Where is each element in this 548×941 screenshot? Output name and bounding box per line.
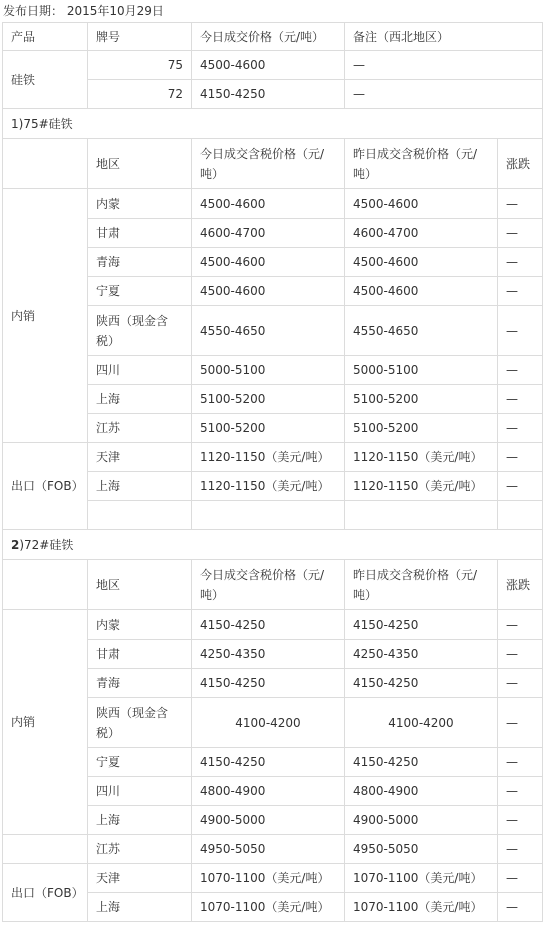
change-cell: — (498, 698, 543, 748)
header-yesterday: 昨日成交含税价格（元/吨） (345, 560, 498, 610)
yesterday-price-cell: 4250-4350 (345, 640, 498, 669)
today-price-cell: 5100-5200 (192, 414, 345, 443)
yesterday-price-cell: 5000-5100 (345, 356, 498, 385)
today-price-cell: 4500-4600 (192, 248, 345, 277)
yesterday-price-cell: 4600-4700 (345, 219, 498, 248)
section-title-number: 2 (11, 537, 20, 552)
section-title: 1)75#硅铁 (3, 109, 543, 139)
change-cell: — (498, 777, 543, 806)
yesterday-price-cell: 4900-5000 (345, 806, 498, 835)
header-region: 地区 (88, 560, 192, 610)
yesterday-price-cell: 4950-5050 (345, 835, 498, 864)
section-header-row (3, 560, 543, 610)
region-cell: 江苏 (88, 835, 192, 864)
yesterday-price-cell: 4550-4650 (345, 306, 498, 356)
region-cell: 四川 (88, 356, 192, 385)
region-cell: 青海 (88, 669, 192, 698)
today-price-cell: 4100-4200 (192, 698, 345, 748)
today-price-cell: 4800-4900 (192, 777, 345, 806)
today-price-cell: 4900-5000 (192, 806, 345, 835)
yesterday-price-cell: 4500-4600 (345, 189, 498, 219)
product-name: 硅铁 (3, 51, 88, 109)
change-cell: — (498, 219, 543, 248)
region-cell: 上海 (88, 385, 192, 414)
table1-row (3, 51, 543, 80)
region-cell: 上海 (88, 806, 192, 835)
region-cell: 上海 (88, 893, 192, 922)
price-value: 4500-4600 (192, 51, 345, 80)
change-cell: — (498, 610, 543, 640)
today-price-cell: 1120-1150（美元/吨） (192, 443, 345, 472)
change-cell: — (498, 356, 543, 385)
today-price-cell: 1070-1100（美元/吨） (192, 864, 345, 893)
change-cell: — (498, 306, 543, 356)
header-change: 涨跌 (498, 139, 543, 189)
today-price-cell: 4500-4600 (192, 189, 345, 219)
today-price-cell: 4600-4700 (192, 219, 345, 248)
change-cell: — (498, 835, 543, 864)
table-row (3, 610, 543, 640)
today-price-cell: 5000-5100 (192, 356, 345, 385)
yesterday-price-cell: 5100-5200 (345, 385, 498, 414)
yesterday-price-cell: 1120-1150（美元/吨） (345, 472, 498, 501)
change-cell: — (498, 443, 543, 472)
header-product: 产品 (3, 23, 88, 51)
yesterday-price-cell: 1120-1150（美元/吨） (345, 443, 498, 472)
region-cell: 青海 (88, 248, 192, 277)
region-cell: 甘肃 (88, 219, 192, 248)
yesterday-price-cell: 4150-4250 (345, 669, 498, 698)
price-value: 4150-4250 (192, 80, 345, 109)
today-price-cell: 5100-5200 (192, 385, 345, 414)
table-row (3, 443, 543, 472)
grade-value: 75 (88, 51, 192, 80)
domestic-label: 内销 (3, 610, 88, 835)
change-cell: — (498, 385, 543, 414)
section-header-row (3, 139, 543, 189)
today-price-cell: 4250-4350 (192, 640, 345, 669)
yesterday-price-cell: 1070-1100（美元/吨） (345, 864, 498, 893)
change-cell: — (498, 864, 543, 893)
change-cell: — (498, 640, 543, 669)
today-price-cell: 1070-1100（美元/吨） (192, 893, 345, 922)
grade-value: 72 (88, 80, 192, 109)
change-cell: — (498, 806, 543, 835)
section-title-row (3, 530, 543, 560)
table1-header-row (3, 23, 543, 51)
header-today: 今日成交含税价格（元/吨） (192, 139, 345, 189)
domestic-label: 内销 (3, 189, 88, 443)
yesterday-price-cell: 4100-4200 (345, 698, 498, 748)
yesterday-price-cell: 4800-4900 (345, 777, 498, 806)
today-price-cell: 4150-4250 (192, 669, 345, 698)
publish-date: 发布日期： 2015年10月29日 (3, 4, 164, 18)
today-price-cell: 4150-4250 (192, 610, 345, 640)
note-value: — (345, 80, 543, 109)
yesterday-price-cell: 1070-1100（美元/吨） (345, 893, 498, 922)
table-row (3, 835, 543, 864)
table-row (3, 864, 543, 893)
region-cell: 江苏 (88, 414, 192, 443)
header-blank (3, 139, 88, 189)
header-yesterday: 昨日成交含税价格（元/吨） (345, 139, 498, 189)
region-cell: 上海 (88, 472, 192, 501)
section-title (3, 530, 543, 560)
header-region: 地区 (88, 139, 192, 189)
yesterday-price-cell: 4150-4250 (345, 610, 498, 640)
export-label: 出口（FOB） (3, 443, 88, 530)
today-price-cell: 4500-4600 (192, 277, 345, 306)
section-title-row (3, 109, 543, 139)
region-cell: 内蒙 (88, 610, 192, 640)
note-value: — (345, 51, 543, 80)
today-price-cell: 4150-4250 (192, 748, 345, 777)
region-cell: 四川 (88, 777, 192, 806)
change-cell: — (498, 277, 543, 306)
change-cell: — (498, 472, 543, 501)
yesterday-price-cell: 4150-4250 (345, 748, 498, 777)
header-grade: 牌号 (88, 23, 192, 51)
header-today: 今日成交含税价格（元/吨） (192, 560, 345, 610)
change-cell: — (498, 248, 543, 277)
region-cell: 甘肃 (88, 640, 192, 669)
export-label: 出口（FOB） (3, 864, 88, 922)
change-cell: — (498, 669, 543, 698)
yesterday-price-cell: 4500-4600 (345, 277, 498, 306)
section-title-text: )72#硅铁 (19, 537, 74, 552)
yesterday-price-cell: 5100-5200 (345, 414, 498, 443)
region-cell: 陕西（现金含税） (88, 306, 192, 356)
region-cell: 天津 (88, 864, 192, 893)
yesterday-price-cell: 4500-4600 (345, 248, 498, 277)
header-note: 备注（西北地区） (345, 23, 543, 51)
today-price-cell: 4550-4650 (192, 306, 345, 356)
change-cell: — (498, 893, 543, 922)
table-row (3, 189, 543, 219)
today-price-cell: 4950-5050 (192, 835, 345, 864)
header-blank (3, 560, 88, 610)
region-cell: 宁夏 (88, 748, 192, 777)
region-cell: 陕西（现金含税） (88, 698, 192, 748)
change-cell: — (498, 414, 543, 443)
region-cell: 内蒙 (88, 189, 192, 219)
header-change: 涨跌 (498, 560, 543, 610)
today-price-cell: 1120-1150（美元/吨） (192, 472, 345, 501)
region-cell: 天津 (88, 443, 192, 472)
header-price: 今日成交价格（元/吨） (192, 23, 345, 51)
region-cell: 宁夏 (88, 277, 192, 306)
price-table (2, 22, 543, 922)
change-cell: — (498, 748, 543, 777)
change-cell: — (498, 189, 543, 219)
